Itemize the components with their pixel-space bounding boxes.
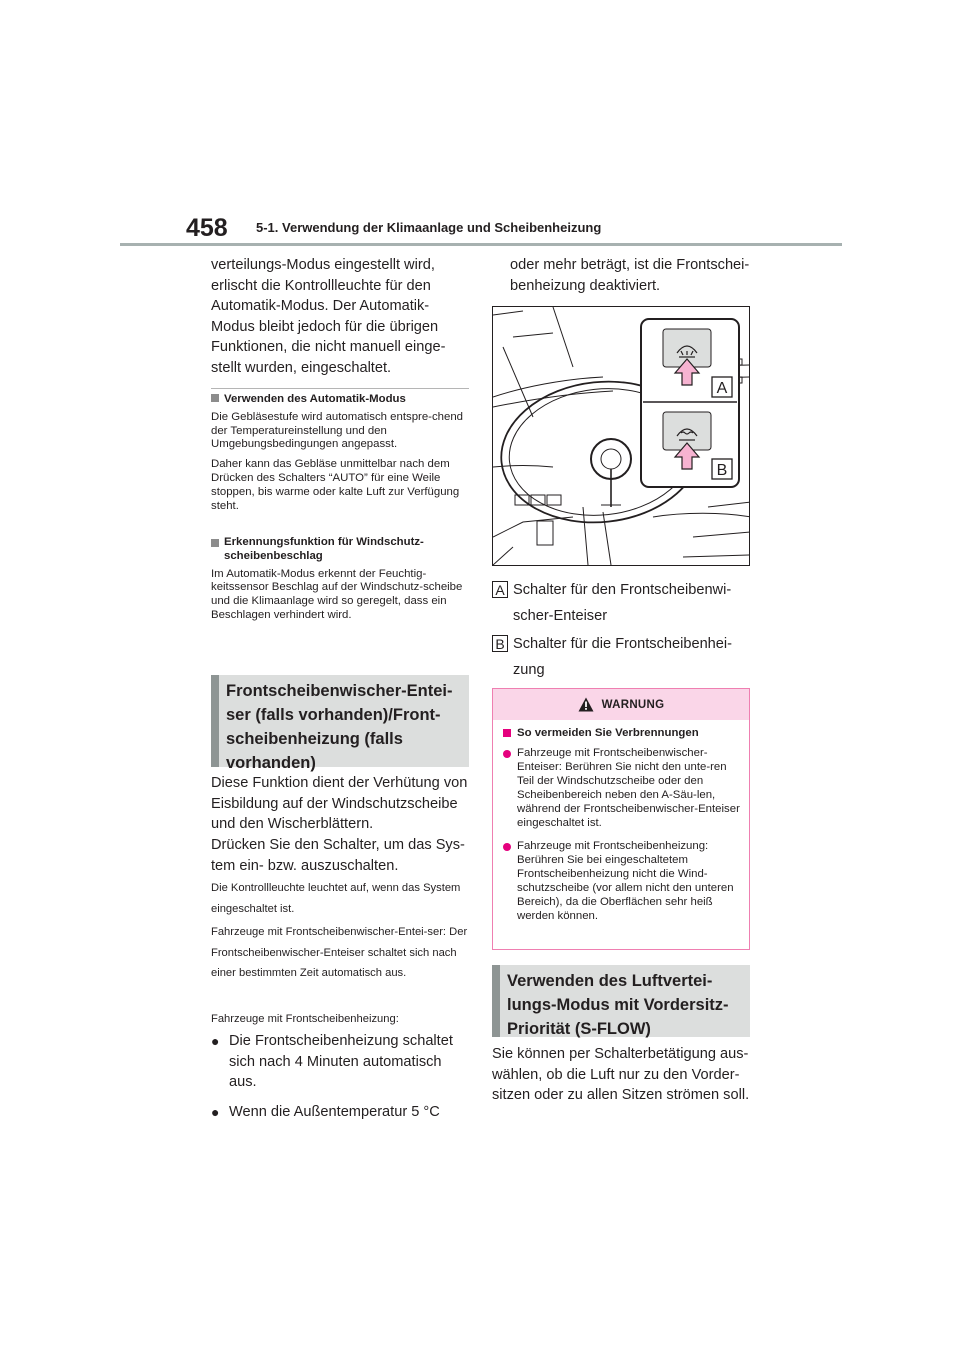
warning-box <box>492 688 750 950</box>
callout-label-a: A <box>716 380 728 397</box>
function-paragraph: Diese Funktion dient der Verhütung von Eisbildung auf der Windschutzscheibe und den Wischerblättern. <box>211 775 468 832</box>
header-divider <box>120 243 842 246</box>
subsection-paragraph: Die Gebläsestufe wird automatisch entspre-chend der Temperatureinstellung und den Umgebungsbedingungen angepasst. <box>211 410 463 451</box>
bullet-dot-icon <box>503 843 511 851</box>
subsection-fog-detection <box>211 536 469 623</box>
bullet-list <box>211 1031 469 1122</box>
subsection-heading: Erkennungsfunktion für Windschutz-scheibenbeschlag <box>211 536 469 564</box>
warning-item: Fahrzeuge mit Frontscheibenheizung: Berühren Sie bei eingeschaltetem Frontscheibenheizung nicht die Wind-schutzscheibe (vor allem nicht den unteren Bereich), da die Oberflächen sehr heiß werden können. <box>503 840 741 923</box>
bullet-dot-icon: ● <box>211 1033 220 1049</box>
warning-triangle-icon <box>578 697 594 712</box>
warning-title: WARNUNG <box>601 698 665 711</box>
square-bullet-icon <box>211 539 219 547</box>
closing-paragraph: Sie können per Schalterbetätigung aus-wählen, ob die Luft nur zu den Vorder-sitzen oder zu allen Sitzen strömen soll. <box>492 1046 750 1103</box>
legend-tag-a: A <box>492 581 508 598</box>
section-heading-defroster: Frontscheibenwischer-Entei-ser (falls vorhanden)/Front-scheibenheizung (falls vorhanden) <box>211 675 469 767</box>
callout-label-b: B <box>716 462 728 479</box>
press-switch-paragraph: Drücken Sie den Schalter, um das Sys-tem ein- bzw. auszuschalten. <box>211 837 465 874</box>
legend-item-a: A Schalter für den Frontscheibenwi-scher-Enteiser <box>492 577 750 629</box>
bullet-dot-icon <box>503 750 511 758</box>
windshield-heater-note: Fahrzeuge mit Frontscheibenheizung: <box>211 1013 399 1025</box>
section-heading-sflow: Verwenden des Luftvertei-lungs-Modus mit Vordersitz-Priorität (S-FLOW) <box>492 965 750 1037</box>
subsection-heading: Verwenden des Automatik-Modus <box>211 393 469 407</box>
bullet-dot-icon: ● <box>211 1103 220 1120</box>
subsection-divider <box>211 388 469 389</box>
wiper-deicer-note: Fahrzeuge mit Frontscheibenwischer-Entei-ser: Der Frontscheibenwischer-Enteiser schaltet sich nach einer bestimmten Zeit automatisch aus. <box>211 926 468 980</box>
legend-item-b: B Schalter für die Frontscheibenhei-zung <box>492 631 750 683</box>
intro-paragraph: verteilungs-Modus eingestellt wird, erlischt die Kontrollleuchte für den Automatik-Modus. Der Automatik-Modus bleibt jedoch für die übrigen Funktionen, die nicht manuell einge-stellt wurden, eingeschaltet. <box>211 257 446 376</box>
legend-tag-b: B <box>492 635 508 652</box>
figure-legend <box>492 577 750 683</box>
continued-paragraph: oder mehr beträgt, ist die Frontschei-benheizung deaktiviert. <box>510 257 750 294</box>
indicator-note: Die Kontrollleuchte leuchtet auf, wenn das System eingeschaltet ist. <box>211 882 461 915</box>
subsection-paragraph: Daher kann das Gebläse unmittelbar nach dem Drücken des Schalters “AUTO” für eine Weile stoppen, bis warme oder kalte Luft zur Verfügung steht. <box>211 458 460 512</box>
warning-subheading: So vermeiden Sie Verbrennungen <box>503 726 741 740</box>
subsection-automatic-mode <box>211 393 469 513</box>
list-item: ● Wenn die Außentemperatur 5 °C <box>211 1102 469 1123</box>
square-bullet-icon <box>211 394 219 402</box>
list-item: ● Die Frontscheibenheizung schaltet sich nach 4 Minuten automatisch aus. <box>211 1031 469 1093</box>
warning-header <box>493 689 749 720</box>
page-number: 458 <box>186 214 228 242</box>
square-bullet-icon <box>503 729 511 737</box>
warning-item: Fahrzeuge mit Frontscheibenwischer-Enteiser: Berühren Sie nicht den unte-ren Teil der Windschutzscheibe oder den Scheibenbereich neben den A-Säu-len, während der Frontscheibenwischer-Enteiser eingeschaltet ist. <box>503 747 741 830</box>
subsection-paragraph: Im Automatik-Modus erkennt der Feuchtig-keitssensor Beschlag auf der Windschutz-scheibe und die Klimaanlage wird so geregelt, dass ein Beschlagen verhindert wird. <box>211 567 463 621</box>
chapter-title: 5-1. Verwendung der Klimaanlage und Scheibenheizung <box>256 220 602 235</box>
dashboard-drawing <box>493 307 750 566</box>
dashboard-illustration <box>492 306 750 566</box>
warning-body <box>493 720 749 924</box>
